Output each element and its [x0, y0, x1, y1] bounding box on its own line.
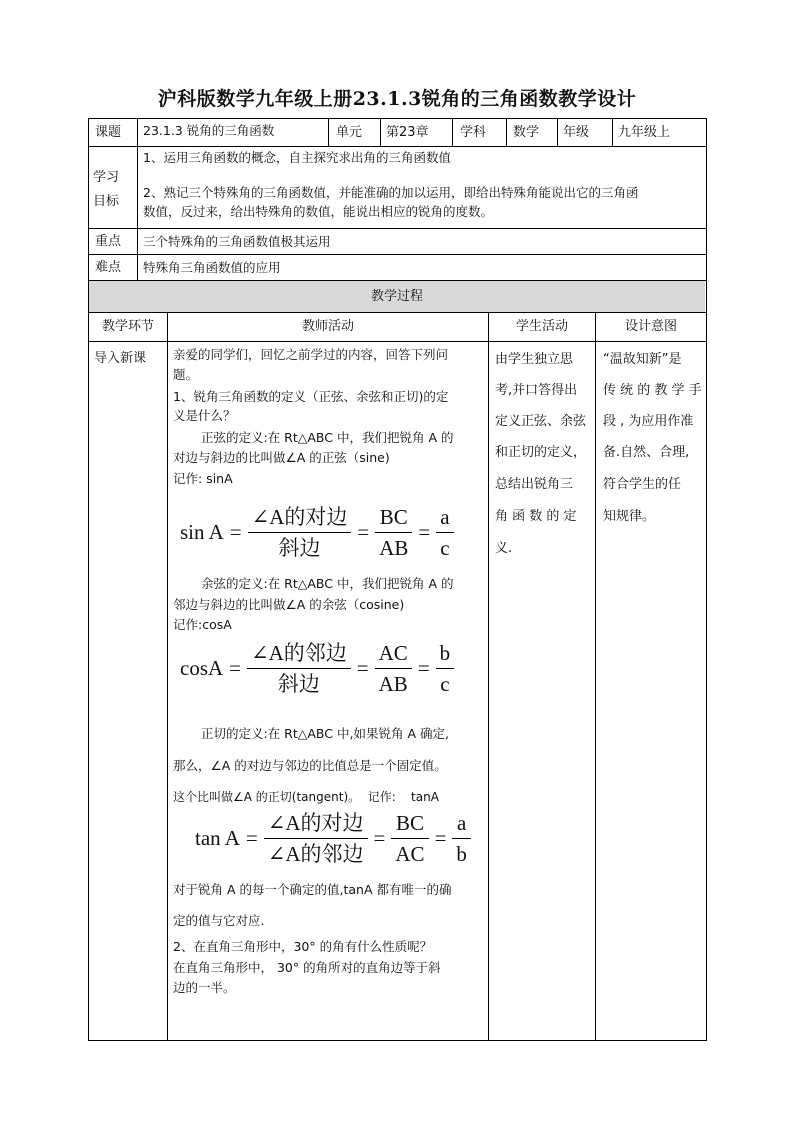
tan-definition-line3: 这个比叫做∠A 的正切(tangent)。 记作: tanA [173, 790, 439, 804]
table-border [88, 146, 707, 147]
cos-frac1-num: ∠A的邻边 [247, 640, 351, 669]
table-border [706, 118, 707, 1040]
tan-frac2-den: AC [395, 842, 425, 866]
question-1-line2: 义是什么？ [173, 408, 236, 423]
question-1-line1: 1、锐角三角函数的定义（正弦、余弦和正切)的定 [173, 389, 449, 404]
cos-definition-line1: 余弦的定义:在 Rt△ABC 中，我们把锐角 A 的 [201, 576, 454, 591]
tan-formula: tan A = $\frac{\text{∠A的对边}}{\text{∠A的邻边}}$ = $\frac{BC}{AC}$ = $\frac{a}{b}$ [195, 810, 471, 867]
table-border [137, 118, 138, 280]
col-student-header: 学生活动 [515, 319, 568, 334]
sine-definition-line1: 正弦的定义:在 Rt△ABC 中，我们把锐角 A 的 [201, 430, 454, 445]
answer-2-line2: 边的一半。 [173, 980, 236, 995]
stage-name: 导入新课 [94, 351, 147, 366]
objective-2-line1: 2、熟记三个特殊角的三角函数值，并能准确的加以运用，即给出特殊角能说出它的三角函 [143, 185, 639, 200]
cos-frac3-num: b [436, 640, 455, 669]
table-border [328, 118, 329, 146]
table-border [88, 254, 707, 255]
sine-frac3-num: a [436, 504, 453, 533]
table-border [488, 312, 489, 1040]
cos-note: 记作:cosA [173, 617, 232, 632]
table-border [88, 118, 707, 119]
tan-after-line1: 对于锐角 A 的每一个确定的值,tanA 都有唯一的确 [173, 882, 452, 897]
student-line-7: 义. [495, 541, 513, 556]
difficulty-label: 难点 [95, 260, 122, 275]
subject-value: 数学 [513, 125, 540, 140]
objectives-label-line1: 学习 [93, 170, 120, 185]
tan-frac3-den: b [456, 842, 467, 866]
tan-after-line2: 定的值与它对应. [173, 913, 265, 928]
intent-line-6: 知规律。 [603, 509, 656, 524]
table-border [557, 118, 558, 146]
objective-2-line2: 数值，反过来，给出特殊角的数值，能说出相应的锐角的度数。 [143, 204, 494, 219]
topic-value: 23.1.3 锐角的三角函数 [143, 123, 275, 138]
col-teacher-header: 教师活动 [301, 319, 354, 334]
tan-frac3-num: a [452, 810, 471, 839]
tan-frac1-num: ∠A的对边 [264, 810, 368, 839]
intent-line-3: 段 , 为应用作准 [603, 414, 694, 429]
student-line-3: 定义正弦、余弦 [495, 414, 587, 429]
tan-frac2-num: BC [391, 810, 428, 839]
intent-line-2: 传 统 的 教 学 手 [603, 383, 702, 398]
process-header: 教学过程 [370, 289, 423, 304]
cos-definition-line2: 邻边与斜边的比叫做∠A 的余弦（cosine) [173, 597, 405, 612]
student-line-5: 总结出锐角三 [495, 477, 574, 492]
table-border [452, 118, 453, 146]
subject-label: 学科 [460, 125, 487, 140]
table-border [88, 228, 707, 229]
sine-frac2-num: BC [375, 504, 412, 533]
sine-frac1-den: 斜边 [278, 536, 321, 560]
student-line-2: 考,并口答得出 [495, 383, 578, 398]
teacher-intro-line1: 亲爱的同学们，回忆之前学过的内容，回答下列问 [173, 347, 449, 362]
student-line-4: 和正切的定义， [495, 445, 587, 460]
objectives-label [93, 166, 119, 214]
table-border [88, 280, 707, 281]
cos-frac1-den: 斜边 [277, 672, 320, 696]
key-point-value: 三个特殊角的三角函数值极其运用 [143, 234, 331, 249]
grade-value: 九年级上 [618, 125, 671, 140]
unit-value: 第23章 [386, 125, 429, 140]
tan-formula-lhs: tan A [195, 826, 240, 850]
objectives-label-line2: 目标 [93, 194, 120, 209]
teacher-intro-line2: 题。 [173, 367, 199, 382]
answer-2-line1: 在直角三角形中， 30° 的角所对的直角边等于斜 [173, 960, 441, 975]
table-border [380, 118, 381, 146]
cos-formula-lhs: cosA [180, 656, 224, 680]
difficulty-value: 特殊角三角函数值的应用 [143, 260, 281, 275]
sine-frac1-num: ∠A的对边 [248, 504, 352, 533]
tan-definition-line1: 正切的定义:在 Rt△ABC 中,如果锐角 A 确定, [201, 726, 449, 741]
sine-frac3-den: c [440, 536, 450, 560]
cos-frac3-den: c [440, 672, 450, 696]
sine-formula: sin A = $\frac{\text{∠A的对边}}{\text{斜边}}$ = $\frac{BC}{AB}$ = $\frac{a}{c}$ [180, 504, 454, 561]
table-border [612, 118, 613, 146]
table-border [506, 118, 507, 146]
unit-label: 单元 [336, 125, 363, 140]
student-line-6: 角 函 数 的 定 [495, 509, 577, 524]
intent-line-4: 备.自然、合理, [603, 445, 690, 460]
sine-formula-lhs: sin A [180, 520, 224, 544]
objective-1: 1、运用三角函数的概念，自主探究求出角的三角函数值 [143, 150, 451, 165]
col-stage-header: 教学环节 [101, 319, 154, 334]
intent-line-5: 符合学生的任 [603, 477, 682, 492]
cos-frac2-den: AB [378, 672, 408, 696]
table-border [88, 118, 89, 1040]
cos-frac2-num: AC [375, 640, 412, 669]
col-intent-header: 设计意图 [624, 319, 677, 334]
grade-label: 年级 [563, 125, 590, 140]
sine-frac2-den: AB [379, 536, 409, 560]
table-border [167, 312, 168, 1040]
table-border [88, 312, 707, 313]
tan-definition-line2: 那么，∠A 的对边与邻边的比值总是一个固定值。 [173, 758, 447, 773]
tan-frac1-den: ∠A的邻边 [267, 842, 364, 866]
student-line-1: 由学生独立思 [495, 352, 574, 367]
question-2: 2、在直角三角形中，30° 的角有什么性质呢？ [173, 939, 433, 954]
intent-line-1: “温故知新”是 [603, 352, 682, 367]
sine-definition-line2: 对边与斜边的比叫做∠A 的正弦（sine) [173, 450, 390, 465]
cos-formula: cosA = $\frac{\text{∠A的邻边}}{\text{斜边}}$ = $\frac{AC}{AB}$ = $\frac{b}{c}$ [180, 640, 454, 697]
topic-label: 课题 [95, 125, 122, 140]
table-border [88, 341, 707, 342]
table-border [88, 1040, 707, 1041]
page-title: 沪科版数学九年级上册23.1.3锐角的三角函数教学设计 [157, 88, 637, 110]
sine-note: 记作: sinA [173, 471, 233, 486]
table-border [595, 312, 596, 1040]
key-point-label: 重点 [95, 234, 122, 249]
